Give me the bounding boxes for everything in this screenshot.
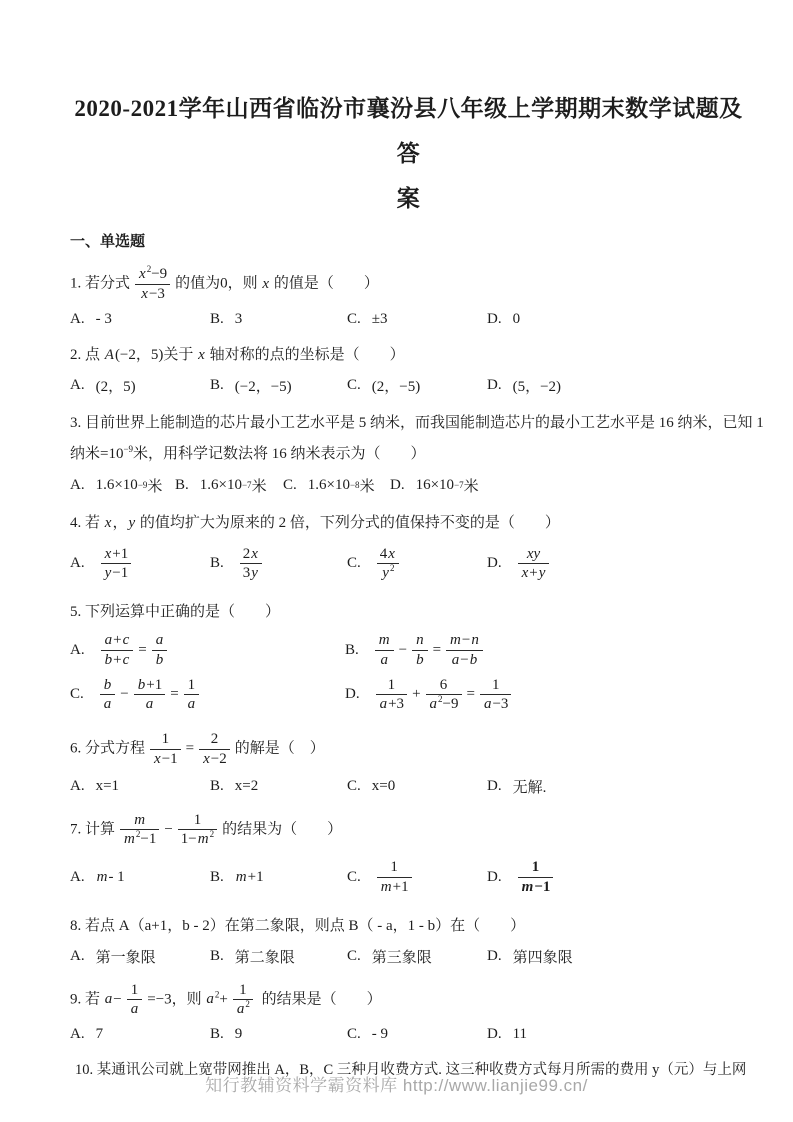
option-content: 第四象限: [512, 949, 573, 966]
question-6-option-b: [210, 778, 347, 795]
question-7-options: [70, 856, 747, 899]
option-label: B.: [175, 476, 189, 493]
question-7: [70, 809, 747, 899]
option-content: 16×10 −7 米: [415, 476, 479, 495]
question-7-option-c: [347, 856, 487, 899]
question-1-option-c: [347, 311, 487, 328]
option-content: $\frac{1}{m-1}$: [513, 856, 559, 899]
question-8-option-b: [210, 946, 347, 967]
question-1: [70, 263, 747, 328]
option-content: m +1: [235, 868, 264, 885]
option-content: $\frac{b}{a}$ − $\frac{b+1}{a}$ = $\frac{1}{a}$: [95, 674, 204, 717]
question-8-option-c: [347, 946, 487, 967]
option-content: (−2，−5): [234, 378, 292, 395]
option-label: B.: [210, 376, 224, 393]
question-5-stem: 5. 下列运算中正确的是（ ）: [70, 604, 281, 620]
option-content: (2，5): [95, 378, 136, 395]
option-content: 1.6×10 −9 米: [95, 476, 163, 495]
option-content: 1.6×10 −7 米: [199, 476, 267, 495]
option-label: B.: [210, 947, 224, 964]
question-1-option-b: [210, 311, 347, 328]
option-label: C.: [70, 686, 84, 703]
question-4-option-c: [347, 543, 487, 586]
option-label: C.: [283, 476, 297, 493]
question-6-option-d: [487, 776, 747, 797]
option-label: D.: [487, 310, 502, 327]
option-content: 第二象限: [234, 949, 295, 966]
question-7-option-d: [487, 856, 747, 899]
section-heading: 一、单选题: [70, 232, 146, 250]
option-content: $\frac{m}{a}$ − $\frac{n}{b}$ = $\frac{m-n}{a-b}$: [370, 629, 488, 672]
option-content: $\frac{2x}{3y}$: [235, 543, 267, 586]
option-content: ±3: [371, 310, 388, 327]
exam-title-line2: 案: [396, 186, 421, 211]
question-5-options-row-1: [70, 629, 747, 672]
option-label: A.: [70, 1026, 85, 1042]
question-5-option-d: [345, 674, 747, 717]
question-7-option-a: [70, 869, 210, 886]
option-label: A.: [70, 641, 85, 658]
option-label: C.: [347, 947, 361, 964]
question-5-option-c: [70, 674, 345, 717]
question-6-options: [70, 776, 747, 797]
option-label: A.: [70, 476, 85, 493]
question-9: [70, 979, 747, 1044]
option-label: B.: [210, 555, 224, 572]
option-content: 7: [95, 1026, 104, 1042]
question-9-option-a: [70, 1026, 210, 1043]
question-2-stem: 2. 点 A(−2，5)关于 x 轴对称的点的坐标是（ ）: [70, 346, 405, 363]
question-8-stem: 8. 若点 A（a+1，b - 2）在第二象限，则点 B（ - a，1 - b）在（ ）: [70, 917, 526, 934]
question-5-options-row-2: [70, 674, 747, 717]
option-content: (2，−5): [371, 378, 421, 395]
question-8-options: [70, 946, 747, 967]
option-label: D.: [345, 686, 360, 703]
question-1-stem: 1. 若分式 $\frac{x^2-9}{x-3}$ 的值为0，则 x 的值是（ ）: [70, 264, 379, 302]
option-label: D.: [487, 777, 502, 794]
option-label: C.: [347, 555, 361, 572]
question-2-option-a: [70, 375, 210, 396]
question-8-option-a: [70, 946, 210, 967]
question-8-option-d: [487, 946, 747, 967]
question-6: [70, 728, 747, 797]
option-content: $\frac{x+1}{y-1}$: [96, 543, 137, 586]
exam-title-line1: 2020-2021学年山西省临汾市襄汾县八年级上学期期末数学试题及答: [74, 96, 743, 166]
option-label: A.: [70, 376, 85, 393]
question-10-stem: 10. 某通讯公司就上宽带网推出 A，B，C 三种月收费方式. 这三种收费方式每月所需的费用 y（元）与上网: [75, 1062, 747, 1078]
question-5-option-b: [345, 629, 747, 672]
option-label: B.: [210, 310, 224, 327]
question-3-option-d: [390, 475, 747, 496]
question-1-options: [70, 311, 747, 328]
option-content: 0: [512, 310, 521, 327]
question-2-option-c: [347, 375, 487, 396]
question-4-stem: 4. 若 x，y 的值均扩大为原来的 2 倍，下列分式的值保持不变的是（ ）: [70, 514, 560, 531]
question-6-option-a: [70, 778, 210, 795]
question-2: [70, 340, 747, 396]
option-label: D.: [487, 555, 502, 572]
question-4-option-d: [487, 543, 747, 586]
option-content: 11: [512, 1026, 528, 1042]
question-8: [70, 911, 747, 967]
question-3-option-a: [70, 475, 175, 496]
question-2-option-d: [487, 375, 747, 396]
option-label: C.: [347, 1026, 361, 1042]
option-content: 1.6×10 −8 米: [307, 476, 375, 495]
page-footer: 知行教辅资料学霸资料库 http://www.lianjie99.cn/: [205, 1076, 588, 1095]
question-9-option-b: [210, 1026, 347, 1043]
exam-title: [70, 0, 747, 221]
option-label: B.: [345, 641, 359, 658]
question-3-stem: 3. 目前世界上能制造的芯片最小工艺水平是 5 纳米，而我国能制造芯片的最小工艺水平是 16 纳米，已知 1 纳米$=10^{-9}$米，用科学记数法将 16 纳米表示为（ ）: [70, 414, 764, 462]
option-content: - 3: [95, 310, 112, 327]
option-label: B.: [210, 777, 224, 794]
question-3-options: [70, 475, 747, 496]
option-content: 3: [234, 310, 243, 327]
option-content: x=2: [234, 777, 259, 794]
option-label: B.: [210, 1026, 224, 1042]
option-label: D.: [487, 947, 502, 964]
option-label: D.: [390, 476, 405, 493]
question-1-option-d: [487, 311, 747, 328]
option-content: 第一象限: [95, 949, 156, 966]
option-content: 第三象限: [371, 949, 432, 966]
option-content: x=1: [95, 777, 120, 794]
option-content: $\frac{xy}{x+y}$: [513, 543, 555, 586]
option-label: C.: [347, 777, 361, 794]
option-content: 9: [234, 1026, 243, 1042]
option-content: $\frac{1}{a+3}$ + $\frac{6}{a^2-9}$ = $\frac{1}{a-3}$: [371, 674, 517, 717]
question-3-option-b: [175, 475, 283, 496]
option-content: m - 1: [96, 868, 125, 885]
option-label: A.: [70, 868, 85, 885]
option-label: A.: [70, 777, 85, 794]
question-3-option-c: [283, 475, 390, 496]
option-label: C.: [347, 310, 361, 327]
question-9-stem: 9. 若 a− $\frac{1}{a}$ =−3，则 $a^2+$ $\frac{1}{a^2}$ 的结果是（ ）: [70, 981, 382, 1018]
option-label: C.: [347, 868, 361, 885]
option-label: D.: [487, 868, 502, 885]
question-9-options: [70, 1026, 747, 1043]
option-label: D.: [487, 376, 502, 393]
option-content: (5，−2): [512, 378, 562, 395]
option-content: 无解.: [512, 779, 547, 796]
option-label: D.: [487, 1026, 502, 1042]
question-7-option-b: [210, 869, 347, 886]
question-2-options: [70, 375, 747, 396]
option-content: - 9: [371, 1026, 389, 1042]
option-label: A.: [70, 947, 85, 964]
question-7-stem: 7. 计算 $\frac{m}{m^2-1}$ − $\frac{1}{1-m^2}$ 的结果为（ ）: [70, 811, 343, 848]
option-content: $\frac{a+c}{b+c}$ = $\frac{a}{b}$: [96, 629, 173, 672]
question-6-option-c: [347, 778, 487, 795]
option-content: x=0: [371, 777, 396, 794]
option-label: A.: [70, 310, 85, 327]
question-5: [70, 597, 747, 716]
question-4-options: [70, 543, 747, 586]
question-2-option-b: [210, 375, 347, 396]
option-label: A.: [70, 555, 85, 572]
question-4-option-a: [70, 543, 210, 586]
option-content: $\frac{1}{m+1}$: [372, 856, 417, 899]
question-5-option-a: [70, 629, 345, 672]
question-3: [70, 408, 764, 496]
question-9-option-c: [347, 1026, 487, 1043]
question-9-option-d: [487, 1026, 747, 1043]
question-4-option-b: [210, 543, 347, 586]
question-6-stem: 6. 分式方程 $\frac{1}{x-1}$ = $\frac{2}{x-2}$ 的解是（ ）: [70, 731, 325, 767]
question-1-option-a: [70, 311, 210, 328]
option-content: $\frac{4x}{y^2}$: [372, 543, 404, 586]
option-label: B.: [210, 868, 224, 885]
question-4: [70, 508, 747, 586]
option-label: C.: [347, 376, 361, 393]
